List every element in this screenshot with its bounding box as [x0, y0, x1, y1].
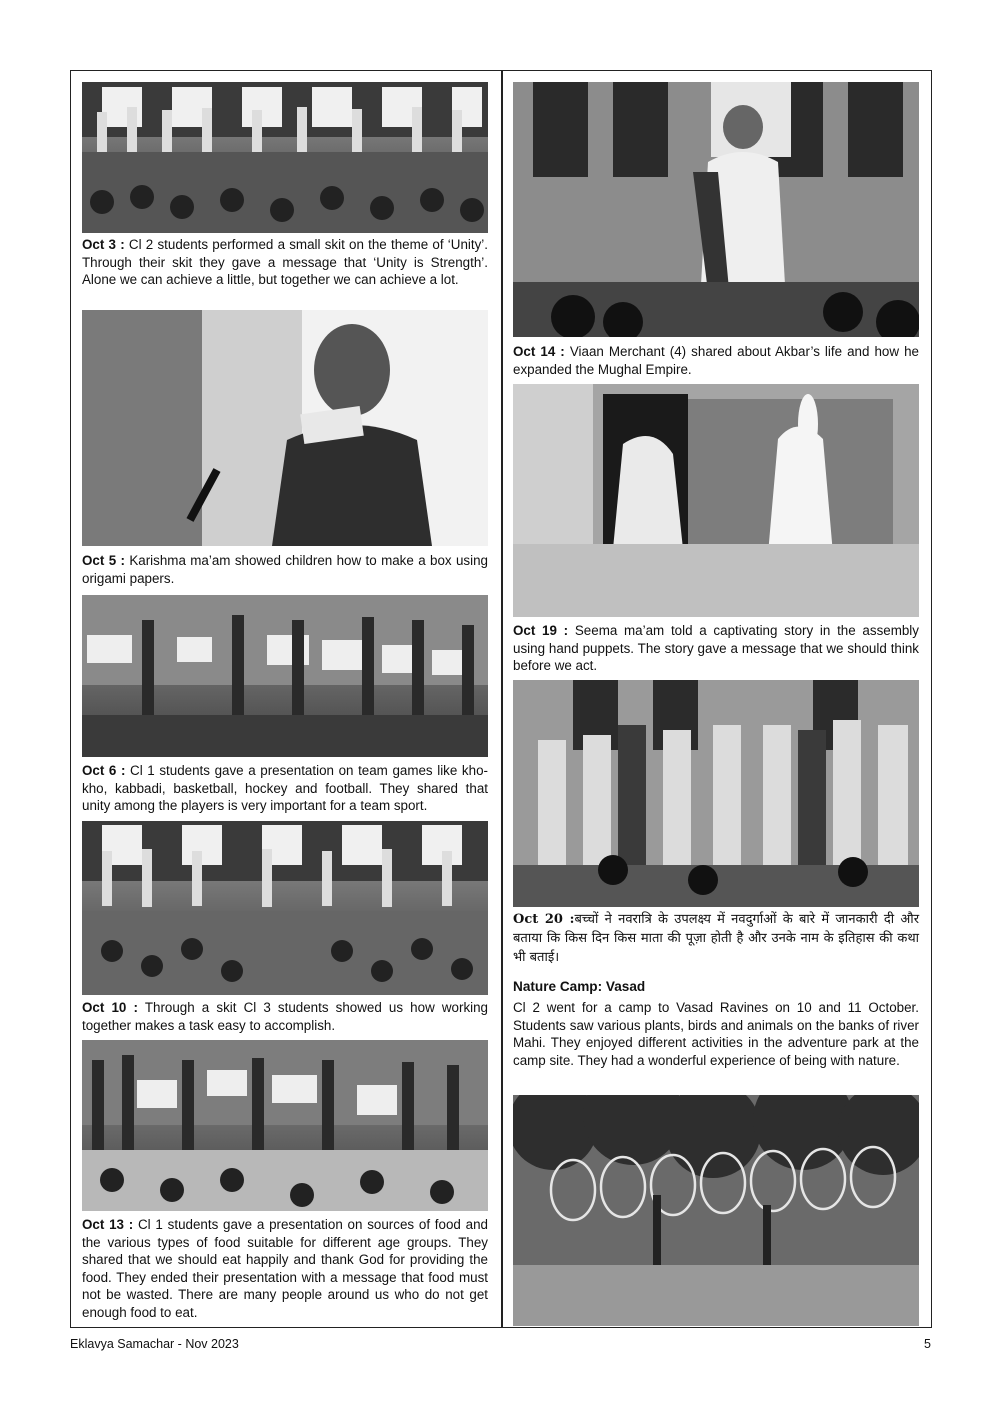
photo-team-games [82, 595, 488, 757]
footer-publication: Eklavya Samachar - Nov 2023 [70, 1337, 239, 1351]
caption-oct-10: Oct 10 : Through a skit Cl 3 students showed us how working together makes a task easy to accomplish. [82, 1000, 489, 1033]
photo-origami-teacher [82, 310, 488, 546]
caption-oct-3: Oct 3 : Cl 2 students performed a small skit on the theme of ‘Unity’. Through their skit they gave a message that ‘Unity is Strength’. Alone we can achieve a little, but together we can achieve a lot. [82, 237, 488, 287]
caption-oct-5: Oct 5 : Karishma ma’am showed children how to make a box using origami papers. [82, 553, 488, 586]
photo-teamwork-skit [82, 821, 488, 995]
photo-akbar-speech [513, 82, 919, 337]
caption-oct-19: Oct 19 : Seema ma’am told a captivating story in the assembly using hand puppets. The story gave a message that we should think before we act. [513, 623, 919, 673]
caption-oct-6: Oct 6 : Cl 1 students gave a presentation on team games like kho-kho, kabbadi, basketball, hockey and football. They shared that unity among the players is very important for a team sport. [82, 763, 488, 813]
photo-navdurga [513, 680, 919, 907]
photo-adventure-park [513, 1095, 919, 1326]
caption-oct-20: Oct 20 :बच्चों ने नवरात्रि के उपलक्ष्य में नवदुर्गाओं के बारे में जानकारी दी और बताया कि किस दिन किस माता की पूज़ा होती है और उनके नाम के इतिहास की कथा भी बताई। [513, 912, 920, 965]
caption-oct-13: Oct 13 : Cl 1 students gave a presentation on sources of food and the various types of food suitable for different age groups. They shared that we should eat happily and thank God for providing the food. They ended their presentation with a message that food must not be wasted. There are many people around us who do not get enough food to eat. [82, 1217, 488, 1320]
photo-unity-skit [82, 82, 488, 233]
photo-food-presentation [82, 1040, 488, 1211]
photo-hand-puppets [513, 384, 919, 617]
nature-camp-text: Cl 2 went for a camp to Vasad Ravines on 10 and 11 October. Students saw various plants, birds and animals on the banks of river Mahi. They enjoyed different activities in the adventure park at the camp site. They had a wonderful experience of being with nature. [513, 1000, 919, 1068]
footer-page-number: 5 [924, 1337, 931, 1351]
column-divider [501, 70, 503, 1328]
nature-camp-heading: Nature Camp: Vasad [513, 979, 646, 994]
caption-oct-14: Oct 14 : Viaan Merchant (4) shared about Akbar’s life and how he expanded the Mughal Empire. [513, 344, 919, 377]
